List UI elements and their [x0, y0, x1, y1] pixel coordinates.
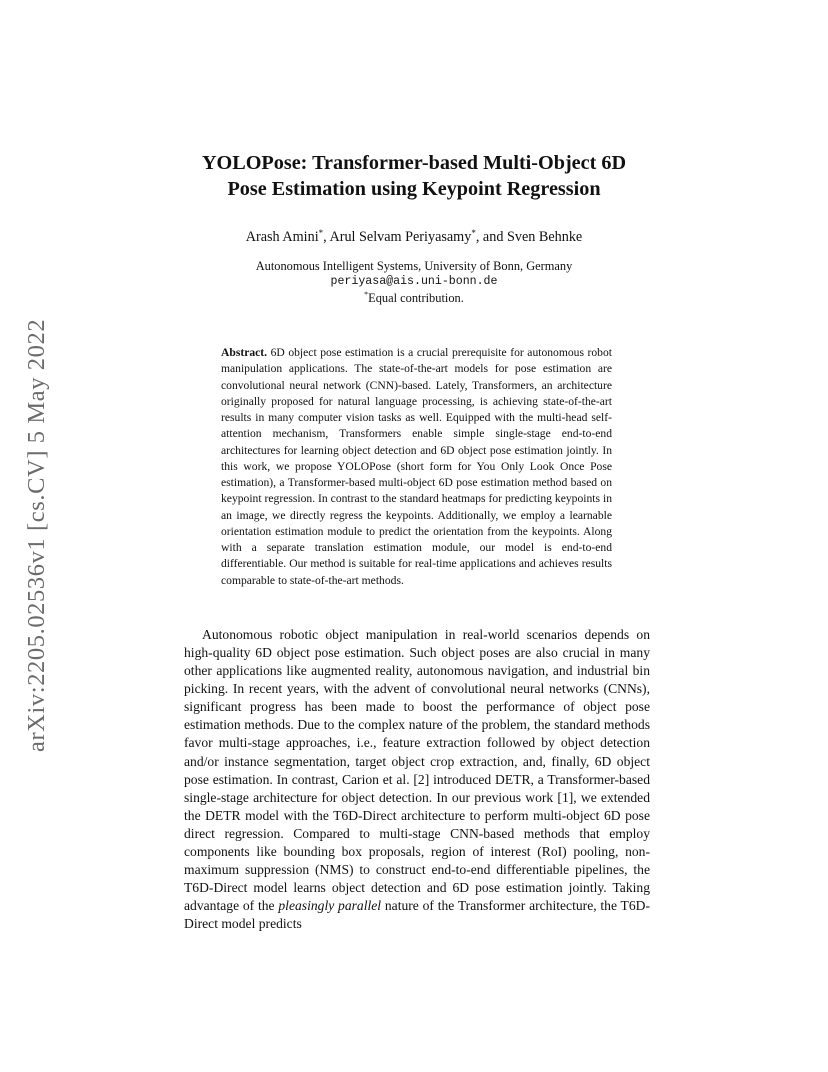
affiliation-block [150, 258, 678, 306]
intro-text: Autonomous robotic object manipulation in real-world scenarios depends on high-quality 6D object pose estimation. Such object poses are also crucial in many other applications like augmented reality, autonomous navigation, and industrial bin picking. In recent years, with the advent of convolutional neural networks (CNNs), significant progress has been made to boost the performance of object pose estimation methods. Due to the complex nature of the problem, the standard methods favor multi-stage approaches, i.e., feature extraction followed by object detection and/or instance segmentation, target object crop extraction, and, finally, 6D object pose estimation. In contrast, Carion et al. [2] introduced DETR, a Transformer-based single-stage architecture for object detection. In our previous work [1], we extended the DETR model with the T6D-Direct architecture to perform multi-object 6D pose direct regression. Compared to multi-stage CNN-based methods that employ components like bounding box proposals, region of interest (RoI) pooling, non-maximum suppression (NMS) to construct end-to-end differentiable pipelines, the T6D-Direct model learns object detection and 6D pose estimation jointly. Taking advantage of the [184, 627, 650, 914]
author-separator: , [323, 229, 330, 245]
note-mark: * [364, 290, 369, 299]
equal-contribution-mark: * [318, 228, 324, 238]
author-name: Arul Selvam Periyasamy [329, 229, 472, 245]
author-list [150, 228, 678, 246]
paper-title [150, 150, 678, 202]
intro-emphasis: pleasingly parallel [278, 898, 382, 914]
arxiv-identifier: arXiv:2205.02536v1 [cs.CV] 5 May 2022 [23, 318, 50, 752]
author-name: Sven Behnke [506, 229, 583, 245]
author-email: periyasa@ais.uni-bonn.de [330, 275, 498, 288]
note-text: Equal contribution. [368, 291, 464, 305]
introduction-paragraph [184, 626, 650, 933]
abstract-text: 6D object pose estimation is a crucial prerequisite for autonomous robot manipulation applications. The state-of-the-art models for pose estimation are convolutional neural network (CNN)-based. Lately, Transformers, an architecture originally proposed for natural language processing, is achieving state-of-the-art results in many computer vision tasks as well. Equipped with the multi-head self-attention mechanism, Transformers enable simple single-stage end-to-end architectures for learning object detection and 6D object pose estimation jointly. In this work, we propose YOLOPose (short form for You Only Look Once Pose estimation), a Transformer-based multi-object 6D pose estimation method based on keypoint regression. In contrast to the standard heatmaps for predicting keypoints in an image, we directly regress the keypoints. Additionally, we employ a learnable orientation estimation module to predict the orientation from the keypoints. Along with a separate translation estimation module, our model is end-to-end differentiable. Our method is suitable for real-time applications and achieves results comparable to state-of-the-art methods. [221, 346, 613, 587]
paper-title-line-2: Pose Estimation using Keypoint Regression [227, 178, 601, 200]
abstract-label: Abstract. [221, 346, 268, 359]
affiliation: Autonomous Intelligent Systems, University of Bonn, Germany [255, 259, 573, 273]
contribution-note [150, 290, 678, 306]
author-name: Arash Amini [245, 229, 319, 245]
equal-contribution-mark: * [471, 228, 476, 238]
abstract [221, 345, 612, 589]
paper-title-line-1: YOLOPose: Transformer-based Multi-Object 6D [201, 152, 627, 174]
author-separator: , and [475, 229, 507, 245]
intro-text-tail: nature of the Transformer architecture, the T6D-Direct model predicts [184, 898, 650, 932]
